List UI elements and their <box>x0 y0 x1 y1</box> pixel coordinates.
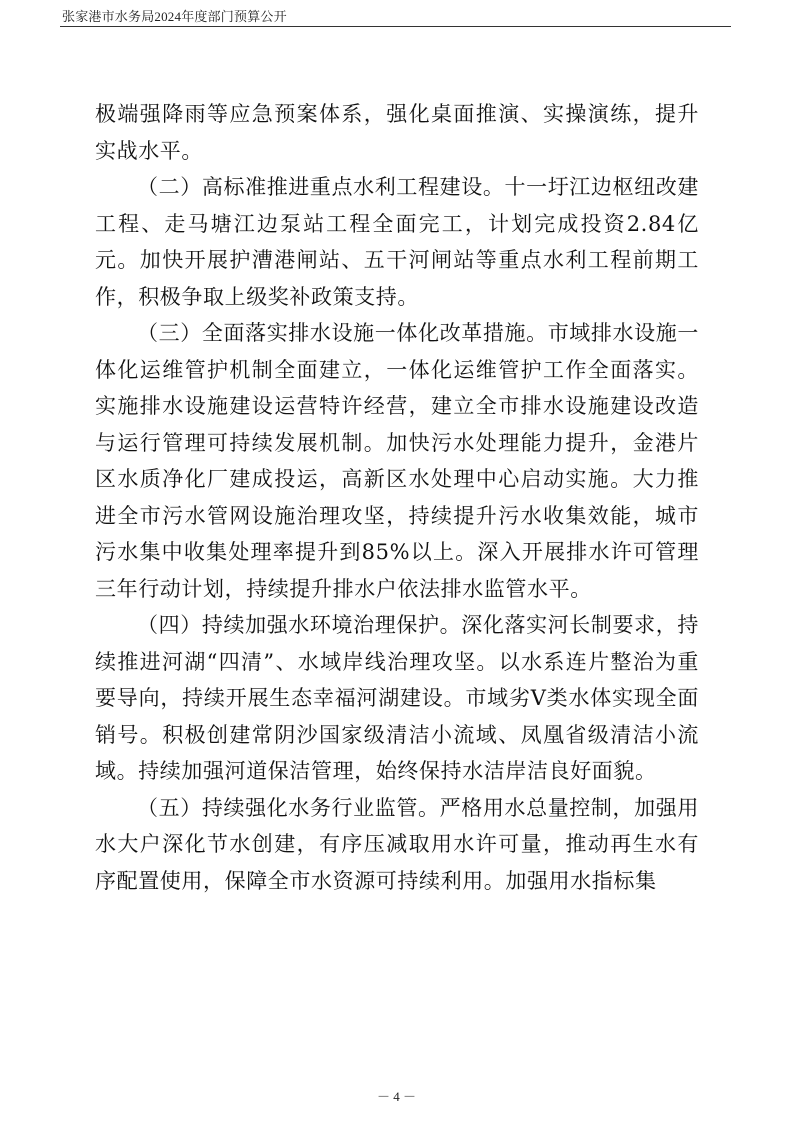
paragraph-industry-supervision: （五）持续强化水务行业监管。严格用水总量控制，加强用水大户深化节水创建，有序压减取用水许可量，推动再生水有序配置使用，保障全市水资源可持续利用。加强用水指标集 <box>95 795 699 893</box>
document-body <box>95 96 699 899</box>
paragraph-drainage-reform: （三）全面落实排水设施一体化改革措施。市域排水设施一体化运维管护机制全面建立，一体化运维管护工作全面落实。实施排水设施建设运营特许经营，建立全市排水设施建设改造与运行管理可持续发展机制。加快污水处理能力提升，金港片区水质净化厂建成投运，高新区水处理中心启动实施。大力推进全市污水管网设施治理攻坚，持续提升污水收集效能，城市污水集中收集处理率提升到85%以上。深入开展排水许可管理三年行动计划，持续提升排水户依法排水监管水平。 <box>95 321 699 601</box>
page-header-title: 张家港市水务局2024年度部门预算公开 <box>62 9 287 24</box>
header-divider <box>60 26 731 27</box>
paragraph-water-projects: （二）高标准推进重点水利工程建设。十一圩江边枢纽改建工程、走马塘江边泵站工程全面完工，计划完成投资2.84亿元。加快开展护漕港闸站、五干河闸站等重点水利工程前期工作，积极争取上级奖补政策支持。 <box>95 175 699 309</box>
page-number: － 4 － <box>376 1089 416 1104</box>
paragraph-emergency-plan: 极端强降雨等应急预案体系，强化桌面推演、实操演练，提升实战水平。 <box>95 102 699 163</box>
paragraph-water-environment: （四）持续加强水环境治理保护。深化落实河长制要求，持续推进河湖“四清”、水域岸线治理攻坚。以水系连片整治为重要导向，持续开展生态幸福河湖建设。市域劣Ⅴ类水体实现全面销号。积极创建常阴沙国家级清洁小流域、凤凰省级清洁小流域。持续加强河道保洁管理，始终保持水洁岸洁良好面貌。 <box>95 613 699 783</box>
